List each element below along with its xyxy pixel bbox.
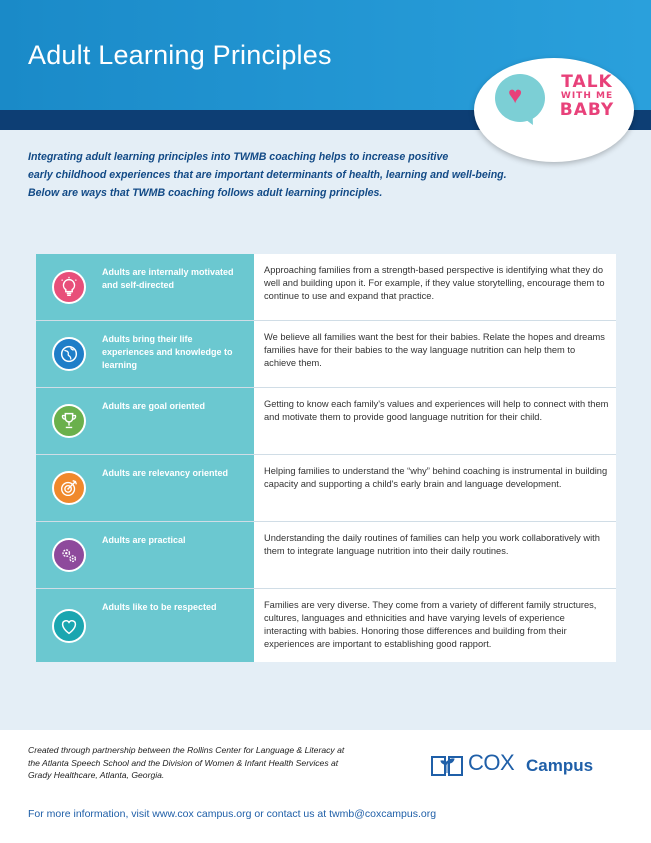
- book-sprout-icon: [430, 749, 464, 777]
- principle-cell: [36, 321, 254, 387]
- principle-row: [36, 455, 616, 522]
- campus-logo-text: Campus: [526, 756, 594, 775]
- principle-row: [36, 388, 616, 455]
- logo-line-1: TALK: [561, 72, 613, 92]
- cox-campus-logo: [430, 747, 630, 781]
- principle-description: Getting to know each family's values and experiences will help to connect with them and motivate them to provide good language nutrition for their child.: [264, 399, 609, 422]
- trophy-icon: [52, 404, 86, 438]
- principle-cell: [36, 589, 254, 662]
- principle-title: Adults are practical: [102, 535, 186, 545]
- globe-icon: [52, 337, 86, 371]
- target-icon: [52, 471, 86, 505]
- principle-description: We believe all families want the best for their babies. Relate the hopes and dreams families have for their babies to the way language nutrition can help them to achieve them.: [264, 332, 605, 368]
- heart-icon: ♥: [508, 82, 523, 109]
- principle-description: Understanding the daily routines of families can help you work collaboratively with them to integrate language nutrition into their daily routines.: [264, 533, 600, 556]
- intro-line: Integrating adult learning principles into TWMB coaching helps to increase positive: [28, 151, 449, 163]
- principle-title: Adults are goal oriented: [102, 401, 206, 411]
- contact-info: For more information, visit www.cox campus.org or contact us at twmb@coxcampus.org: [28, 808, 437, 820]
- partnership-note: Created through partnership between the Rollins Center for Language & Literacy at the Atlanta Speech School and the Division of Women & Infant Health Services at Grady Healthcare, Atlanta, Georgia.: [28, 745, 345, 780]
- description-cell: [254, 522, 616, 588]
- description-cell: [254, 388, 616, 454]
- principles-table: [36, 254, 616, 662]
- principle-row: [36, 254, 616, 321]
- principle-cell: [36, 254, 254, 320]
- principle-row: [36, 522, 616, 589]
- principle-cell: [36, 522, 254, 588]
- principle-description: Helping families to understand the “why” behind coaching is instrumental in building capacity and supporting a child's early brain and language development.: [264, 466, 608, 489]
- page-title: Adult Learning Principles: [28, 40, 332, 70]
- principle-description: Approaching families from a strength-based perspective is identifying what they do well and building upon it. For example, if they value storytelling, encourage them to continue to use and expand that practice.: [264, 265, 605, 301]
- intro-line: Below are ways that TWMB coaching follows adult learning principles.: [28, 187, 383, 199]
- description-cell: [254, 254, 616, 320]
- intro-line: early childhood experiences that are important determinants of health, learning and well-being.: [28, 169, 507, 181]
- description-cell: [254, 455, 616, 521]
- footer: [0, 730, 651, 843]
- cox-logo-text: COX: [468, 750, 515, 775]
- principle-row: [36, 321, 616, 388]
- logo-text: [553, 74, 621, 119]
- principle-cell: [36, 388, 254, 454]
- logo-line-3: BABY: [559, 100, 615, 120]
- principle-title: Adults bring their life experiences and knowledge to learning: [102, 334, 233, 370]
- intro-text: [28, 148, 528, 202]
- logo-line-2: WITH ME: [560, 91, 614, 101]
- lightbulb-icon: [52, 270, 86, 304]
- principle-row: [36, 589, 616, 662]
- description-cell: [254, 321, 616, 387]
- principle-title: Adults are internally motivated and self-directed: [102, 267, 234, 290]
- principle-title: Adults like to be respected: [102, 602, 217, 612]
- gears-icon: [52, 538, 86, 572]
- principle-title: Adults are relevancy oriented: [102, 468, 229, 478]
- principle-description: Families are very diverse. They come from a variety of different family structures, cultures, languages and ethnicities and have varying levels of experience interacting with babies. Honoring those differences and building from their experiences are important to establishing good rapport.: [264, 600, 597, 649]
- principle-cell: [36, 455, 254, 521]
- description-cell: [254, 589, 616, 662]
- heart-outline-icon: [52, 609, 86, 643]
